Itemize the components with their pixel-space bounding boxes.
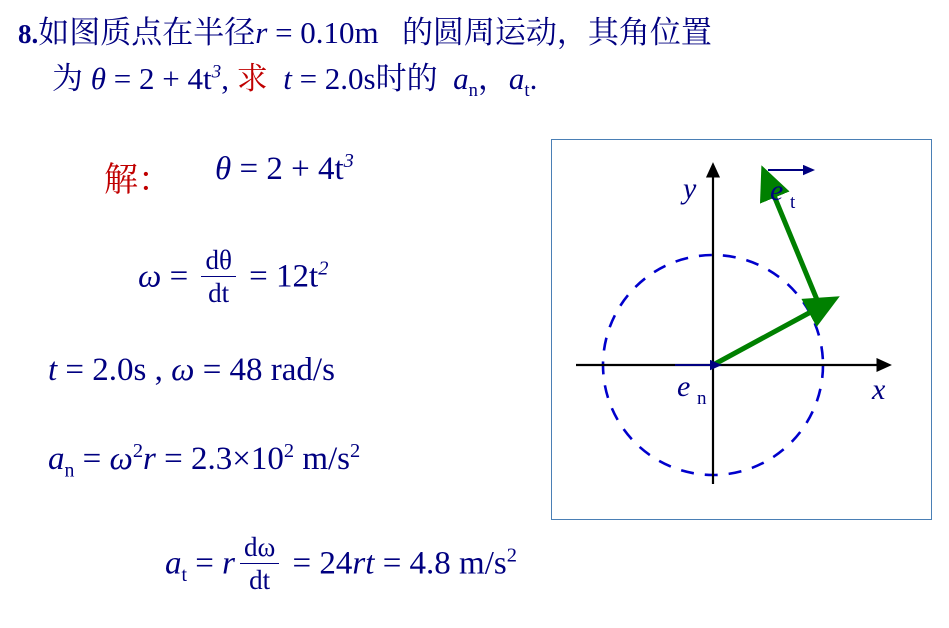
eq-an-power-of-ten: 2 (283, 440, 295, 462)
equation-tangential-acceleration (165, 532, 517, 596)
symbol-t: t (283, 60, 292, 96)
eq-theta-lhs: θ (215, 151, 232, 187)
figure-circular-motion (551, 139, 932, 520)
y-axis-label: y (683, 172, 697, 205)
frac-numerator-dtheta: dθ (205, 245, 232, 275)
eq-omega-equals: = (161, 258, 197, 295)
vector-e-n-label-sub: n (697, 388, 707, 409)
frac-denominator-dt: dt (208, 277, 230, 308)
symbol-a-t: a (508, 60, 525, 96)
eq-an-subscript: n (64, 459, 75, 482)
vector-e-n-label-group (675, 365, 713, 409)
eq-at-result: = 4.8 m/s (374, 545, 507, 582)
question-comma-2: ， (477, 60, 509, 96)
solution-label-text: 解： (104, 162, 172, 199)
frac-numerator-domega: dω (243, 532, 276, 562)
question-text-2a: 为 (52, 60, 83, 96)
symbol-a-t-sub: t (524, 80, 530, 102)
equation-t-omega-values (48, 352, 335, 389)
eq-at-symbol: a (165, 545, 182, 582)
eq-at-equals-1: = (187, 545, 223, 582)
question-theta-exponent: 3 (211, 61, 222, 83)
question-text-1b: 的圆周运动，其角位置 (401, 15, 712, 50)
frac-denominator-dt-2: dt (249, 564, 271, 595)
question-theta-eq: = 2 + 4t (105, 60, 212, 96)
vector-e-n-label: e (677, 370, 691, 403)
eq-omega-exponent: 2 (318, 257, 329, 280)
symbol-theta: θ (90, 60, 106, 96)
vector-e-t-label-group (768, 170, 806, 213)
derivative-fraction-theta-t (201, 246, 235, 307)
eq-an-equals-2: = 2.3×10 (155, 441, 284, 477)
eq-an-symbol: a (48, 441, 65, 477)
eq-omega-value: = 48 rad/s (194, 352, 335, 388)
eq-omega-symbol: ω (171, 352, 195, 388)
equation-normal-acceleration (48, 440, 360, 483)
eq-an-units: m/s (294, 441, 351, 477)
eq-t-value: = 2.0s (57, 352, 147, 388)
question-text-2b: 时的 (375, 60, 438, 96)
eq-theta-exponent: 3 (343, 150, 354, 172)
equation-theta (215, 150, 354, 188)
eq-t-symbol: t (48, 352, 58, 388)
vector-e-t-label-sub: t (790, 192, 796, 213)
question-radius-value: = 0.10m (267, 15, 379, 50)
eq-at-equals-2: = 24 (284, 545, 353, 582)
symbol-r: r (255, 15, 268, 50)
eq-an-r: r (143, 441, 156, 477)
eq-an-omega-exponent: 2 (132, 440, 144, 462)
question-line-2 (18, 56, 930, 105)
eq-omega-rhs: = 12t (240, 258, 319, 295)
eq-at-units-exponent: 2 (506, 544, 517, 567)
question-line-1 (18, 10, 930, 56)
solution-label (104, 152, 172, 201)
eq-at-rt: rt (352, 545, 375, 582)
symbol-a-n-sub: n (468, 80, 478, 102)
question-text-1a: 如图质点在半径 (38, 15, 256, 50)
equation-omega (138, 245, 329, 309)
vector-e-t-label: e (770, 174, 784, 207)
eq-t-separator: , (146, 352, 172, 388)
x-axis-label: x (872, 373, 886, 406)
eq-an-units-exponent: 2 (350, 440, 361, 462)
eq-at-r: r (222, 545, 235, 582)
eq-at-subscript: t (181, 563, 187, 586)
question-comma: , (221, 60, 229, 96)
eq-an-omega: ω (109, 441, 133, 477)
question-ask-word: 求 (236, 60, 268, 96)
question-period: . (529, 60, 538, 96)
question-time-value: = 2.0s (291, 60, 376, 96)
eq-an-equals-1: = (74, 441, 110, 477)
question-block (18, 10, 930, 105)
eq-omega-lhs: ω (138, 258, 162, 295)
symbol-a-n: a (453, 60, 469, 96)
eq-theta-rhs: = 2 + 4t (231, 151, 344, 187)
question-number: 8. (18, 19, 39, 49)
derivative-fraction-omega-t (240, 533, 279, 594)
vector-e-n (713, 307, 820, 365)
